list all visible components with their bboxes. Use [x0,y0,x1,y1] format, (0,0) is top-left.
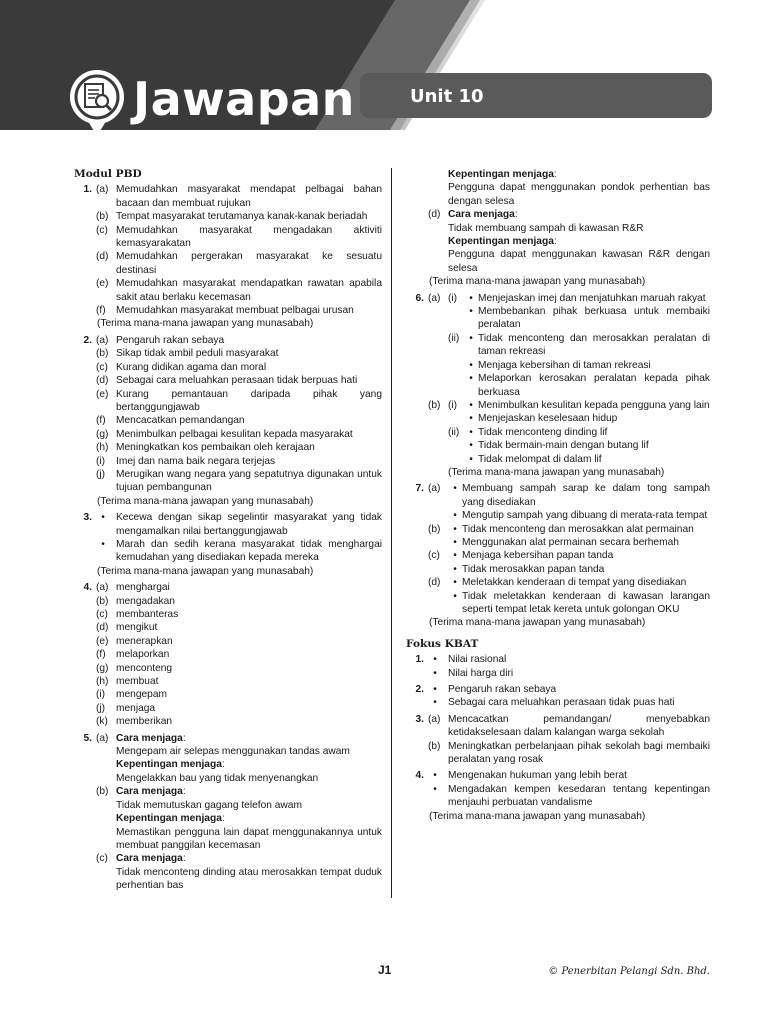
answer-text: Mengenakan hukuman yang lebih berat [448,770,627,782]
bullet: • [433,667,437,679]
answer-text: mengadakan [116,595,175,607]
subitem-marker: (ii) [448,426,460,438]
answer-text: Nilai rasional [448,654,507,666]
answer-text: Tempat masyarakat terutamanya kanak-kanak beriadah [116,211,368,223]
item-marker: (b) [96,595,109,607]
bullet: • [433,770,437,782]
answer-text: Memastikan pengguna lain dapat menggunakannya untuk membuat panggilan kecemasan [116,826,382,851]
item-marker: (c) [96,609,108,620]
item-marker: (j) [96,702,106,714]
answer-text: Menjaga kebersihan papan tanda [462,550,614,562]
label-kepentingan-menjaga: Kepentingan menjaga [448,236,554,248]
answer-text: Sebagai cara meluahkan perasaan tidak puas hati [448,697,675,709]
answer-text: membuat [116,676,159,688]
answer-text: Melaporkan kerosakan peralatan kepada pihak berkuasa [478,373,710,398]
item-marker: (a) [96,732,109,744]
answer-text: Nilai harga diri [448,667,514,679]
item-marker: (d) [428,209,441,221]
answer-text: Tidak meletakkan kenderaan di kawasan larangan seperti tempat letak kereta untuk golongan OKU [462,590,710,615]
answer-text: Memudahkan masyarakat mengadakan aktiviti kemasyarakatan [116,224,382,250]
item-marker: (c) [96,361,108,373]
answer-text: Tidak merosakkan papan tanda [462,563,605,575]
item-marker: (f) [96,305,106,317]
answer-text: menerapkan [116,635,173,647]
kbat-question-1 [402,653,710,680]
question-number: 4. [415,770,424,782]
answer-text: Sikap tidak ambil peduli masyarakat [116,348,279,360]
question-7 [402,482,710,629]
question-number: 4. [83,582,92,594]
item-marker: (j) [96,468,106,480]
question-number: 2. [83,334,92,346]
question-number: 6. [415,292,424,304]
section-heading: Fokus KBAT [406,637,479,650]
item-marker: (b) [96,786,109,798]
page-title: Jawapan [133,72,355,126]
bullet: • [433,654,437,666]
label-kepentingan-menjaga: Kepentingan menjaga [116,813,222,825]
question-number: 3. [415,713,424,725]
kbat-question-4 [402,769,710,823]
question-number: 1. [83,184,92,196]
item-marker: (a) [96,184,109,196]
bullet: • [469,332,473,344]
answer-text: membanteras [116,609,179,620]
bullet: • [453,523,457,535]
bullet: • [433,697,437,709]
answer-text: Memudahkan masyarakat mendapat pelbagai bahan bacaan dan membuat rujukan [116,184,382,209]
bullet: • [469,426,473,438]
answer-text: Memudahkan masyarakat membuat pelbagai urusan [116,305,354,317]
answer-text: Tidak menconteng dinding atau merosakkan tempat duduk perhentian bas [116,866,382,892]
bullet: • [101,538,105,550]
bullet: • [469,440,473,452]
answer-text: Imej dan nama baik negara terjejas [116,455,276,467]
answer-text: Membuang sampah sarap ke dalam tong sampah yang disediakan [462,483,710,508]
item-marker: (a) [428,292,441,304]
item-marker: (e) [96,388,109,400]
item-marker: (h) [96,442,109,454]
item-marker: (b) [428,740,441,752]
item-marker: (d) [96,622,109,634]
item-marker: (c) [96,853,108,865]
kbat-question-2 [402,683,710,710]
answer-text: mengepam [116,689,167,701]
question-number: 5. [83,732,92,744]
bullet: • [433,684,437,696]
bullet: • [453,536,457,548]
question-5-continued: Kepentingan menjaga: Pengguna dapat menggunakan pondok perhentian bas dengan selesa (d) Cara menjaga: Tidak membuang sampah di kawasan R&R Kepentingan menjaga: Pengguna dapat menggunakan kawasan R&R dengan selesa (Terima mana-mana jawapan yang munasabah) [402,168,710,289]
item-marker: (b) [96,348,109,360]
item-marker: (e) [96,278,109,290]
magnifier-document-icon [68,68,126,138]
bullet: • [453,510,457,522]
question-2 [70,334,382,508]
answer-text: Menjejaskan imej dan menjatuhkan maruah rakyat [478,292,706,304]
answer-note: (Terima mana-mana jawapan yang munasabah) [97,318,314,330]
answer-text: Mengepam air selepas menggunakan tandas awam [116,746,350,758]
bullet: • [453,550,457,562]
answer-text: memberikan [116,716,173,728]
answer-note: (Terima mana-mana jawapan yang munasabah) [429,617,646,629]
item-marker: (a) [428,713,441,725]
bullet: • [453,577,457,589]
item-marker: (h) [96,676,109,688]
item-marker: (g) [96,428,109,440]
right-column [402,168,710,823]
subitem-marker: (i) [448,399,458,411]
answer-note: (Terima mana-mana jawapan yang munasabah) [429,276,646,288]
bullet: • [453,563,457,575]
answer-text: Memudahkan masyarakat mendapatkan rawatan apabila sakit atau berlaku kecemasan [116,278,382,303]
question-6 [402,292,710,480]
item-marker: (d) [428,577,441,589]
answer-note: (Terima mana-mana jawapan yang munasabah) [97,565,314,577]
answer-text: menjaga [116,702,156,714]
label-cara-menjaga: Cara menjaga [116,853,183,865]
item-marker: (b) [428,399,441,411]
answer-text: Tidak bermain-main dengan butang lif [478,440,649,452]
question-3 [70,511,382,578]
bullet: • [469,373,473,385]
item-marker: (i) [96,455,106,467]
answer-text: Tidak memutuskan gagang telefon awam [116,799,302,811]
label-kepentingan-menjaga: Kepentingan menjaga [448,169,554,180]
item-marker: (d) [96,375,109,387]
answer-text: Mencacatkan pemandangan/ menyebabkan ketidakselesaan dalam kalangan warga sekolah [448,713,710,739]
answer-text: Tidak melompat di dalam lif [478,453,602,465]
bullet: • [433,783,437,795]
label-cara-menjaga: Cara menjaga [116,786,183,798]
answer-text: Mencacatkan pemandangan [116,415,245,427]
answer-text: Meningkatkan kos pembaikan oleh kerajaan [116,442,315,454]
bullet: • [453,590,457,602]
left-column [70,168,382,893]
label-cara-menjaga: Cara menjaga [448,209,515,221]
answer-text: Meletakkan kenderaan di tempat yang disediakan [462,577,687,589]
answer-text: Menggunakan alat permainan secara berhemah [462,536,679,548]
item-marker: (b) [96,211,109,223]
item-marker: (f) [96,649,106,661]
answer-text: Mengelakkan bau yang tidak menyenangkan [116,772,319,784]
answer-text: Pengaruh rakan sebaya [116,334,225,346]
question-1 [70,183,382,330]
answer-text: Merugikan wang negara yang sepatutnya digunakan untuk tujuan pembangunan [116,468,382,494]
answer-text: mengikut [116,622,158,634]
section-heading: Modul PBD [74,168,142,180]
question-5: 5. (a) Cara menjaga: Mengepam air selepas menggunakan tandas awam Kepentingan menjaga: Mengelakkan bau yang tidak menyenangkan (b) Cara menjaga: Tidak memutuskan gagang telefon awam Kepentingan menjaga: Memastikan pengguna lain dapat menggunakannya untuk membuat panggilan kecemasan (c) Cara menjaga: Tidak menconteng dinding atau merosakkan tempat duduk perhentian bas [70,732,382,893]
answer-text: Tidak menconteng dan merosakkan alat permainan [462,523,694,535]
item-marker: (c) [428,550,440,562]
question-4 [70,581,382,728]
answer-text: Menjaga kebersihan di taman rekreasi [478,359,651,371]
item-marker: (k) [96,716,108,728]
answer-text: Kurang pemantauan daripada pihak yang bertanggungjawab [116,388,382,413]
bullet: • [469,292,473,304]
item-marker: (c) [96,224,108,236]
unit-label: Unit 10 [410,86,484,107]
answer-text: Kurang didikan agama dan moral [116,361,267,373]
item-marker: (b) [428,523,441,535]
question-number: 1. [415,654,424,666]
answer-text: Pengguna dapat menggunakan kawasan R&R dengan selesa [448,249,710,274]
bullet: • [469,453,473,465]
answer-note: (Terima mana-mana jawapan yang munasabah) [448,466,665,478]
answer-text: menghargai [116,582,170,594]
item-marker: (g) [96,662,109,674]
answer-text: Tidak menconteng dan merosakkan peralatan di taman rekreasi [478,332,710,358]
question-number: 2. [415,684,424,696]
item-marker: (a) [428,483,441,495]
column-divider [391,168,392,898]
bullet: • [469,413,473,425]
subitem-marker: (ii) [448,332,460,344]
answer-text: Sebagai cara meluahkan perasaan tidak berpuas hati [116,375,358,387]
answer-text: menconteng [116,662,173,674]
answer-note: (Terima mana-mana jawapan yang munasabah) [429,810,646,822]
answer-text: Mengadakan kempen kesedaran tentang kepentingan menjauhi perbuatan vandalisme [448,783,710,809]
kbat-question-3 [402,713,710,767]
subitem-marker: (i) [448,292,458,304]
answer-text: melaporkan [116,649,170,661]
bullet: • [469,306,473,318]
item-marker: (f) [96,415,106,427]
item-marker: (e) [96,635,109,647]
answer-text: Pengaruh rakan sebaya [448,684,557,696]
item-marker: (a) [96,582,109,594]
answer-text: Menimbulkan kesulitan kepada pengguna yang lain [478,399,710,411]
answer-text: Meningkatkan perbelanjaan pihak sekolah bagi membaiki peralatan yang rosak [448,740,710,766]
answer-text: Tidak menconteng dinding lif [478,426,608,438]
answer-note: (Terima mana-mana jawapan yang munasabah) [97,495,314,507]
item-marker: (d) [96,251,109,263]
answer-text: Kecewa dengan sikap segelintir masyarakat yang tidak mengamalkan nilai bertanggungjawab [116,512,382,537]
answer-text: Menjejaskan keselesaan hidup [478,413,618,425]
label-cara-menjaga: Cara menjaga [116,732,183,744]
bullet: • [101,512,105,524]
item-marker: (a) [96,334,109,346]
answer-text: Menimbulkan pelbagai kesulitan kepada masyarakat [116,428,353,440]
answer-text: Tidak membuang sampah di kawasan R&R [448,222,644,234]
answer-text: Pengguna dapat menggunakan pondok perhentian bas dengan selesa [448,182,710,207]
answer-text: Mengutip sampah yang dibuang di merata-rata tempat [462,510,708,522]
answer-text: Membebankan pihak berkuasa untuk membaiki peralatan [478,306,710,331]
answer-text: Memudahkan pergerakan masyarakat ke sesuatu destinasi [116,251,382,276]
bullet: • [453,483,457,495]
bullet: • [469,399,473,411]
question-number: 3. [83,512,92,524]
item-marker: (i) [96,689,106,701]
page-number: J1 [378,963,392,977]
answer-text: Marah dan sedih kerana masyarakat tidak menghargai kemudahan yang disediakan kepada mereka [116,538,382,564]
copyright-notice: © Penerbitan Pelangi Sdn. Bhd. [548,966,710,977]
bullet: • [469,359,473,371]
label-kepentingan-menjaga: Kepentingan menjaga [116,759,222,771]
question-number: 7. [415,483,424,495]
